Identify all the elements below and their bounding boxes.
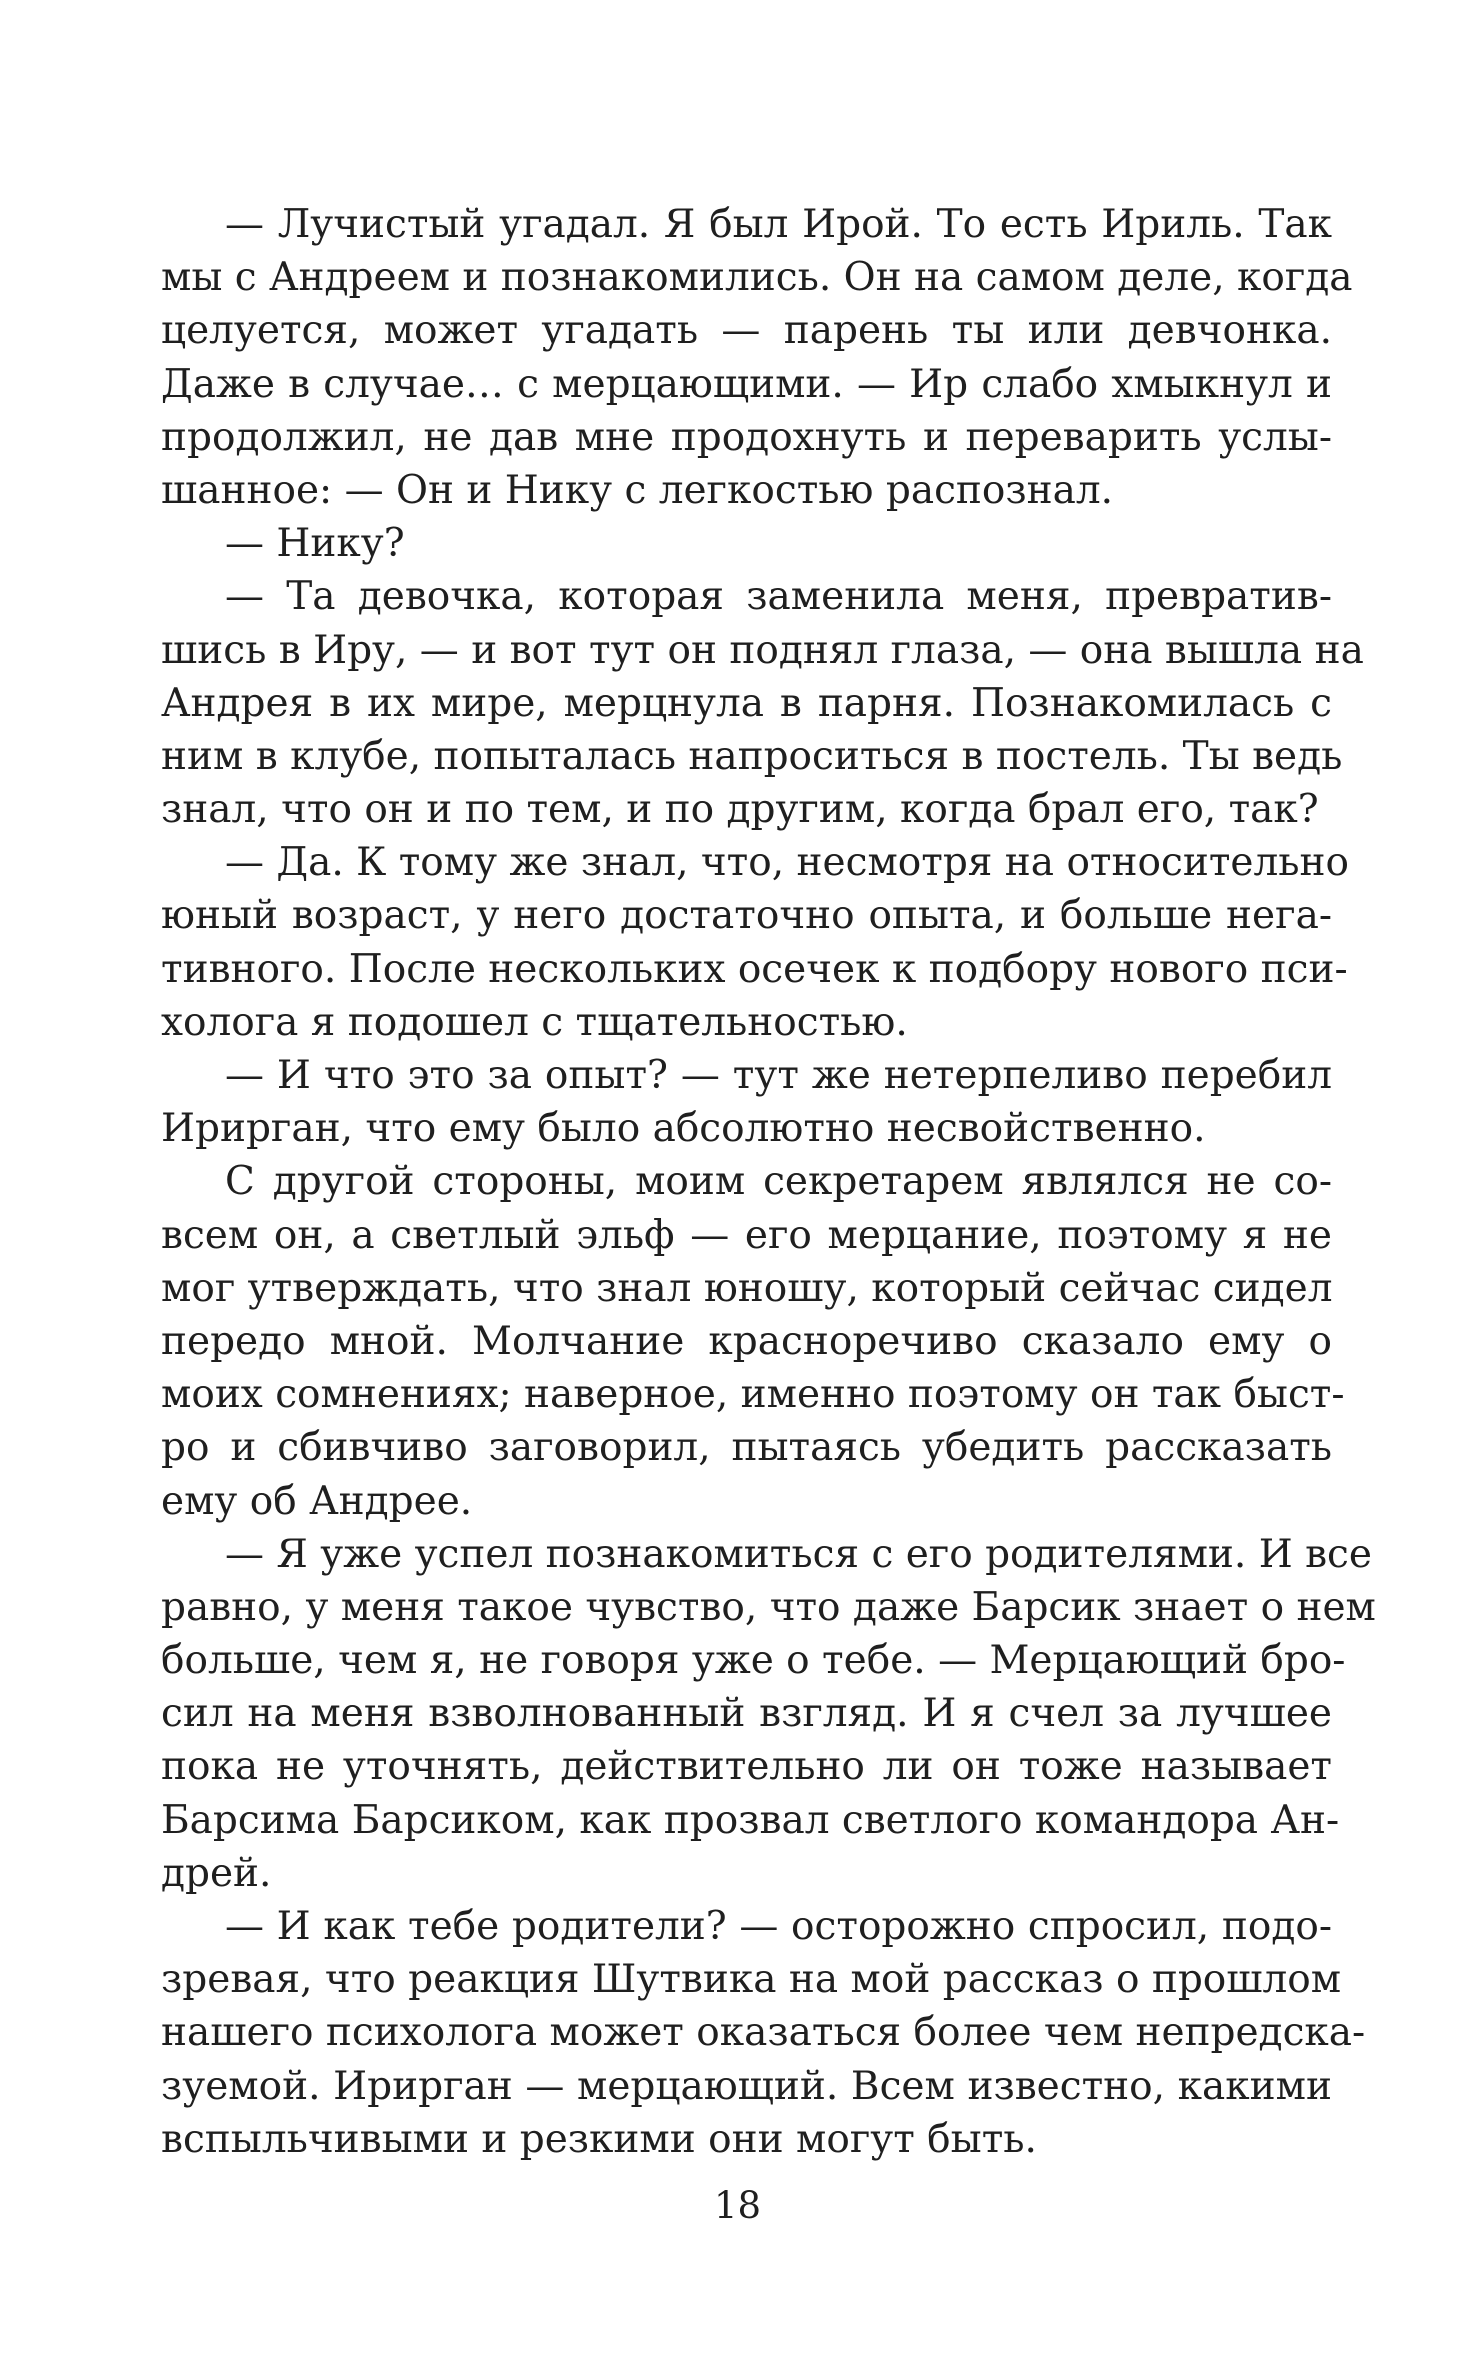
text-line: целуется, может угадать — парень ты или девчонка. — [161, 308, 1332, 354]
text-line: равно, у меня такое чувство, что даже Барсик знает о нем — [161, 1584, 1376, 1630]
text-line: тивного. После нескольких осечек к подбору нового пси- — [161, 946, 1348, 992]
text-line: ним в клубе, попыталась напроситься в постель. Ты ведь — [161, 733, 1343, 779]
text-line: пока не уточнять, действительно ли он тоже называет — [161, 1744, 1332, 1790]
text-line: знал, что он и по тем, и по другим, когда брал его, так? — [161, 787, 1319, 833]
text-line: юный возраст, у него достаточно опыта, и больше нега- — [161, 893, 1332, 939]
text-line: ему об Андрее. — [161, 1478, 473, 1524]
text-line: — Нику? — [225, 521, 405, 567]
text-line: шанное: — Он и Нику с легкостью распознал. — [161, 467, 1114, 513]
text-line: передо мной. Молчание красноречиво сказало ему о — [161, 1318, 1332, 1364]
text-line: всем он, а светлый эльф — его мерцание, поэтому я не — [161, 1212, 1332, 1258]
text-line: моих сомнениях; наверное, именно поэтому он так быст- — [161, 1372, 1345, 1418]
text-line: — Я уже успел познакомиться с его родителями. И все — [225, 1531, 1372, 1577]
text-line: — Да. К тому же знал, что, несмотря на относительно — [225, 840, 1349, 886]
text-line: Барсима Барсиком, как прозвал светлого командора Ан- — [161, 1797, 1340, 1843]
text-line: больше, чем я, не говоря уже о тебе. — Мерцающий бро- — [161, 1638, 1346, 1684]
text-line: сил на меня взволнованный взгляд. И я счел за лучшее — [161, 1691, 1332, 1737]
text-line: продолжил, не дав мне продохнуть и переварить услы- — [161, 414, 1332, 460]
page-number: 18 — [713, 2184, 762, 2227]
text-line: Даже в случае… с мерцающими. — Ир слабо хмыкнул и — [161, 361, 1332, 407]
text-line: зуемой. Ирирган — мерцающий. Всем известно, какими — [161, 2063, 1332, 2109]
text-line: — Та девочка, которая заменила меня, превратив- — [225, 574, 1332, 620]
text-line: мы с Андреем и познакомились. Он на самом деле, когда — [161, 255, 1353, 301]
text-line: Ирирган, что ему было абсолютно несвойственно. — [161, 1106, 1206, 1152]
text-line: С другой стороны, моим секретарем являлся не со- — [225, 1159, 1332, 1205]
text-line: — И как тебе родители? — осторожно спросил, подо- — [225, 1904, 1332, 1949]
text-line: мог утверждать, что знал юношу, который сейчас сидел — [161, 1265, 1333, 1311]
text-line: — И что это за опыт? — тут же нетерпеливо перебил — [225, 1053, 1332, 1098]
text-line: вспыльчивыми и резкими они могут быть. — [161, 2116, 1037, 2162]
text-line: нашего психолога может оказаться более чем непредска- — [161, 2010, 1366, 2056]
text-line: зревая, что реакция Шутвика на мой рассказ о прошлом — [161, 1957, 1342, 2003]
body-text — [161, 198, 1376, 2166]
text-line: шись в Иру, — и вот тут он поднял глаза, — она вышла на — [161, 627, 1364, 673]
text-line: — Лучистый угадал. Я был Ирой. То есть Ириль. Так — [225, 202, 1332, 247]
text-line: дрей. — [161, 1850, 272, 1896]
text-line: холога я подошел с тщательностью. — [161, 999, 908, 1045]
text-line: Андрея в их мире, мерцнула в парня. Познакомилась с — [161, 680, 1332, 726]
text-line: ро и сбивчиво заговорил, пытаясь убедить рассказать — [161, 1425, 1332, 1471]
